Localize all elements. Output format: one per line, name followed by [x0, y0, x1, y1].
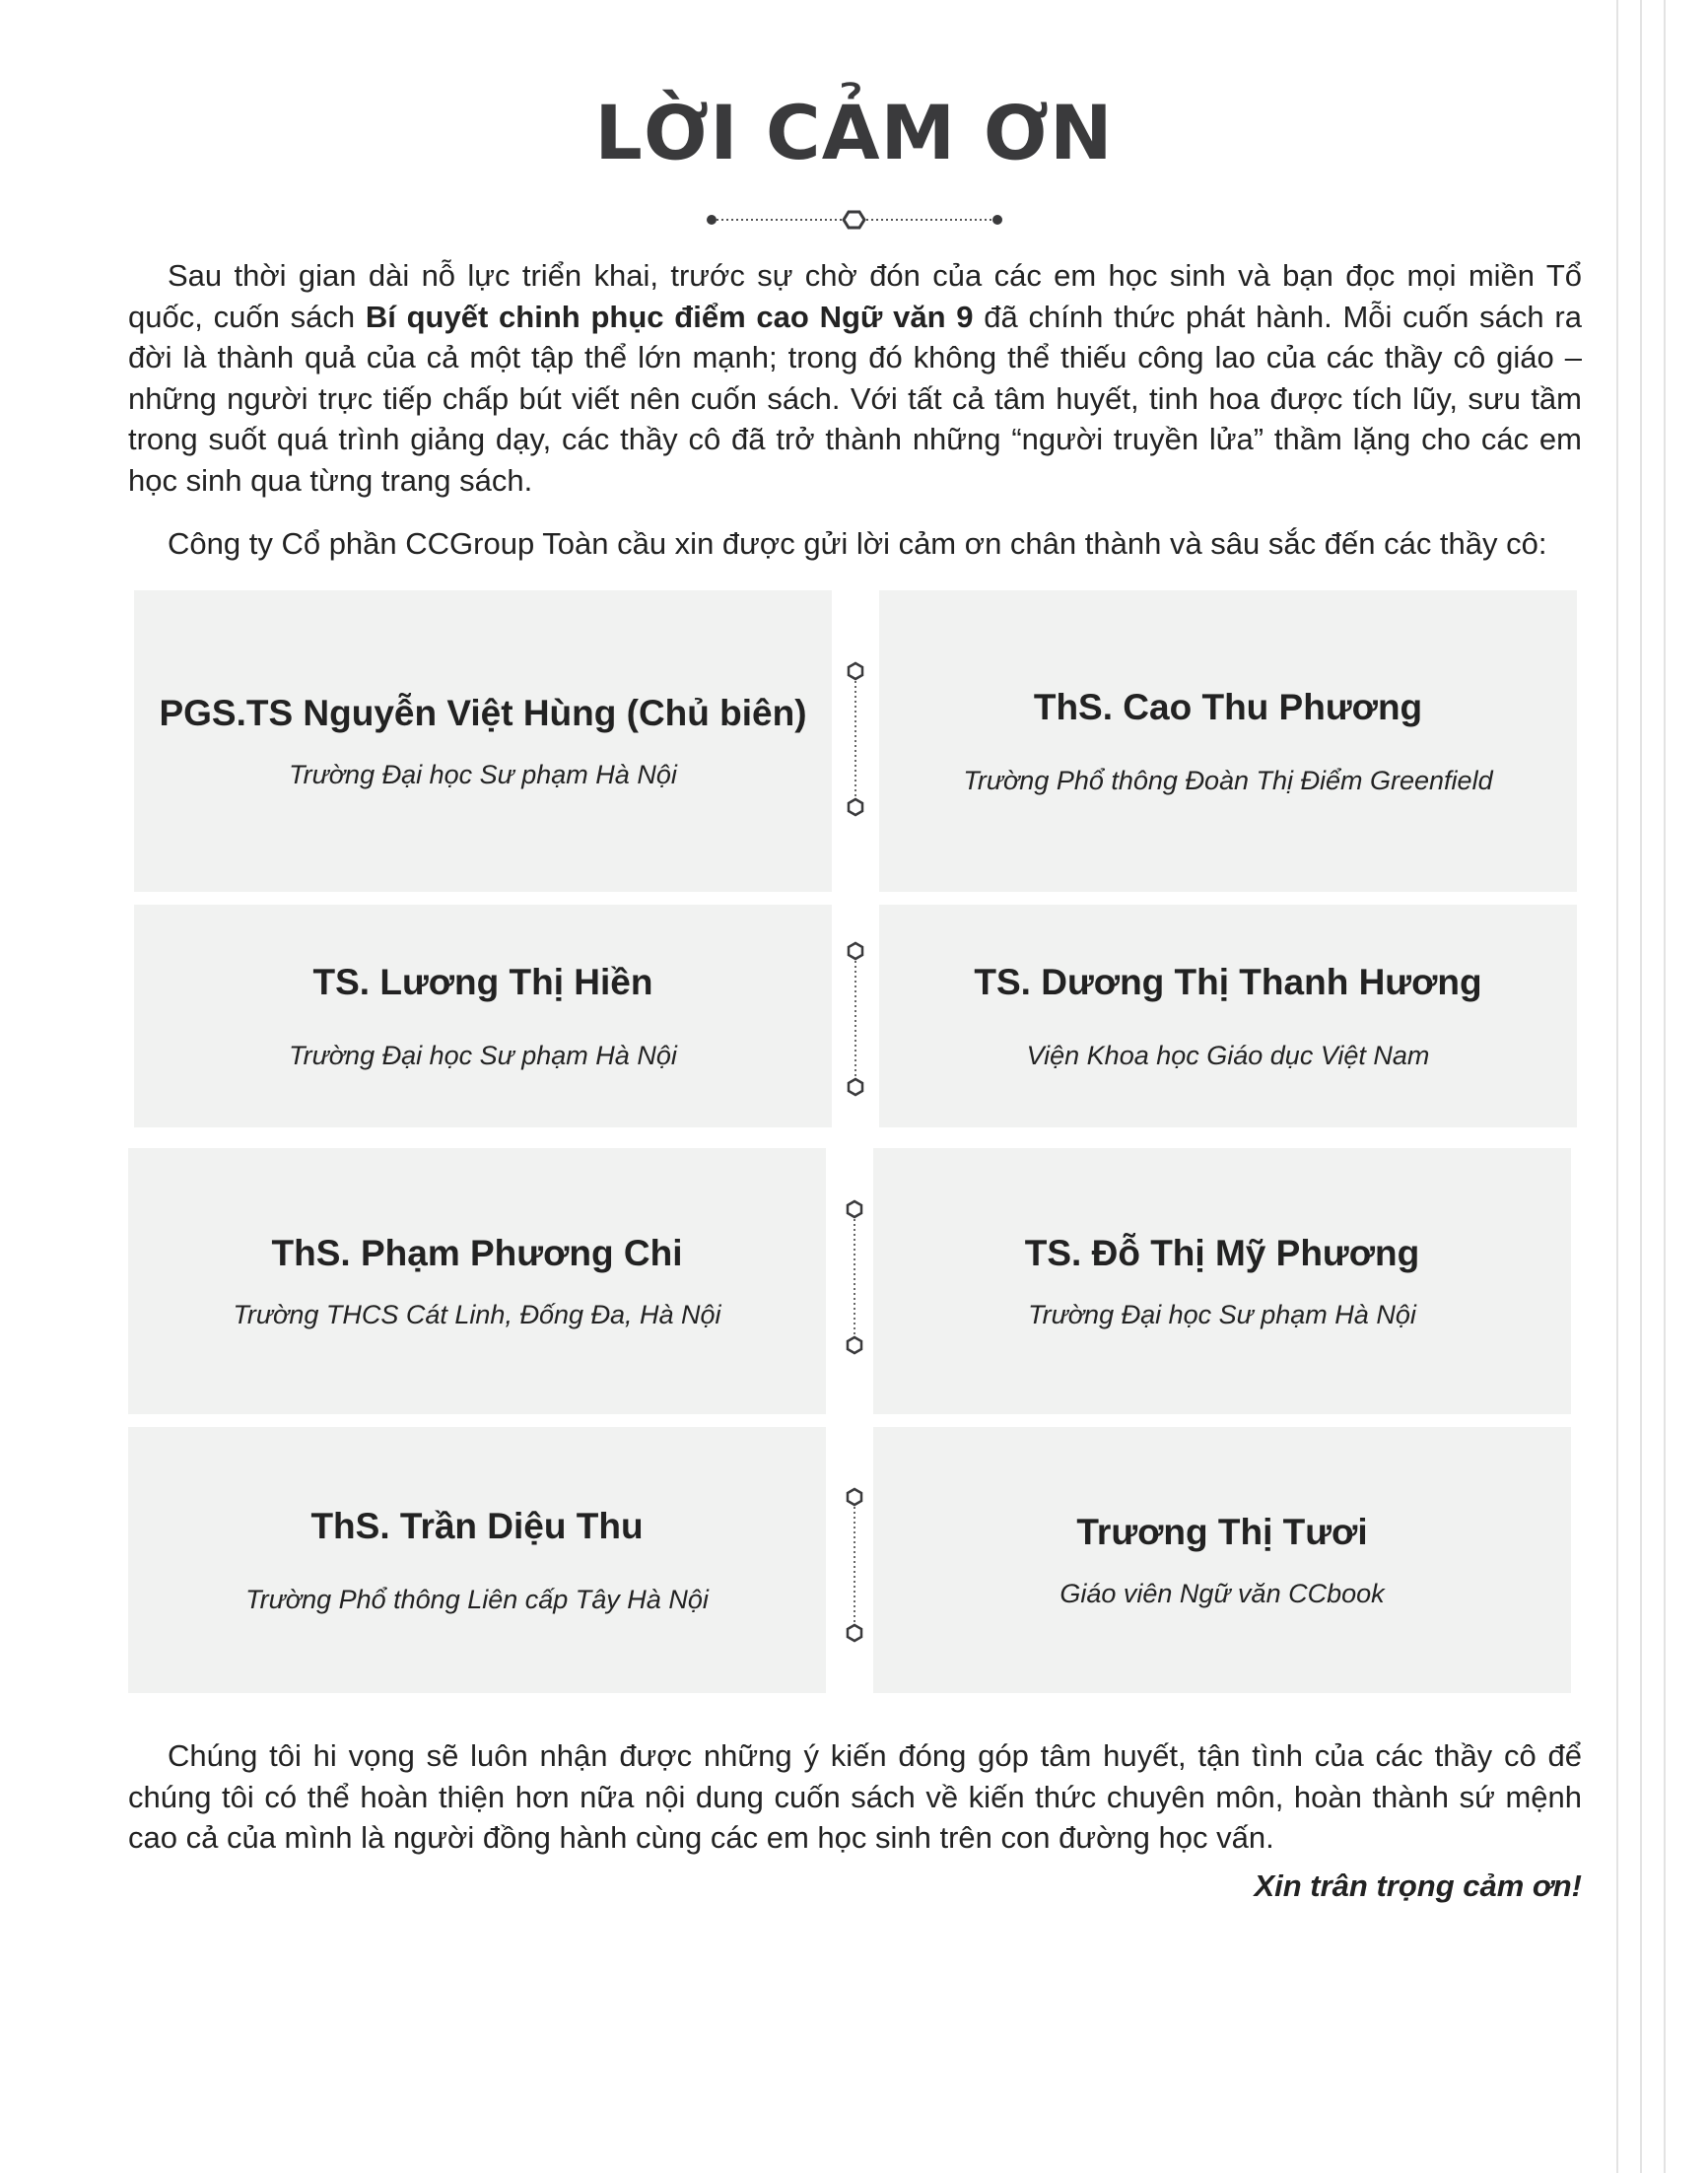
- author-card: [134, 590, 832, 892]
- author-name: ThS. Cao Thu Phương: [1033, 686, 1423, 727]
- author-card: [873, 1427, 1571, 1693]
- closing-paragraph: Chúng tôi hi vọng sẽ luôn nhận được những ý kiến đóng góp tâm huyết, tận tình của các thầy cô để chúng tôi có thể hoàn thiện hơn nữa nội dung cuốn sách về kiến thức chuyên môn, hoàn thành sứ mệnh cao cả của mình là người đồng hành cùng các em học sinh trên con đường học vấn.: [128, 1738, 1582, 1855]
- author-affiliation: Trường Đại học Sư phạm Hà Nội: [289, 760, 677, 789]
- author-affiliation: Trường Đại học Sư phạm Hà Nội: [289, 1041, 677, 1070]
- intro-paragraph: Sau thời gian dài nỗ lực triển khai, trước sự chờ đón của các em học sinh và bạn đọc mọi miền Tổ quốc, cuốn sách Bí quyết chinh phục điểm cao Ngữ văn 9 đã chính thức phát hành. Mỗi cuốn sách ra đời là thành quả của cả một tập thể lớn mạnh; trong đó không thể thiếu công lao của các thầy cô giáo – những người trực tiếp chấp bút viết nên cuốn sách. Với tất cả tâm huyết, tinh hoa được tích lũy, sưu tầm trong suốt quá trình giảng dạy, các thầy cô đã trở thành những “người truyền lửa” thầm lặng cho các em học sinh qua từng trang sách.: [128, 258, 1582, 498]
- card-connector: [843, 1486, 866, 1644]
- author-card: [128, 1148, 826, 1414]
- author-name: ThS. Trần Diệu Thu: [310, 1505, 644, 1546]
- page-title: LỜI CẢM ƠN: [594, 89, 1114, 176]
- author-name: Trương Thị Tươi: [1076, 1511, 1368, 1552]
- author-name: TS. Đỗ Thị Mỹ Phương: [1024, 1232, 1420, 1273]
- thanks-intro-paragraph: Công ty Cổ phần CCGroup Toàn cầu xin được gửi lời cảm ơn chân thành và sâu sắc đến các thầy cô:: [168, 526, 1547, 561]
- card-connector: [844, 940, 867, 1098]
- book-title: Bí quyết chinh phục điểm cao Ngữ văn 9: [365, 299, 974, 334]
- page-edge-line: [1640, 0, 1642, 2173]
- title-divider-ornament: [702, 207, 1007, 233]
- card-connector: [844, 660, 867, 818]
- closing-signoff: Xin trân trọng cảm ơn!: [1254, 1868, 1582, 1903]
- author-affiliation: Trường Phổ thông Liên cấp Tây Hà Nội: [245, 1585, 709, 1614]
- page-edge-line: [1616, 0, 1618, 2173]
- author-affiliation: Trường Đại học Sư phạm Hà Nội: [1028, 1300, 1416, 1329]
- author-name: TS. Dương Thị Thanh Hương: [974, 961, 1482, 1002]
- author-name: TS. Lương Thị Hiền: [312, 961, 653, 1002]
- author-card: [134, 905, 832, 1127]
- author-name: ThS. Phạm Phương Chi: [271, 1232, 683, 1273]
- author-card: [879, 905, 1577, 1127]
- page-edge-line: [1664, 0, 1666, 2173]
- author-affiliation: Viện Khoa học Giáo dục Việt Nam: [1026, 1041, 1430, 1070]
- author-affiliation: Giáo viên Ngữ văn CCbook: [1059, 1579, 1385, 1608]
- author-name: PGS.TS Nguyễn Việt Hùng (Chủ biên): [159, 692, 807, 733]
- author-card: [128, 1427, 826, 1693]
- author-affiliation: Trường Phổ thông Đoàn Thị Điểm Greenfield: [963, 766, 1493, 795]
- author-card: [879, 590, 1577, 892]
- author-affiliation: Trường THCS Cát Linh, Đống Đa, Hà Nội: [233, 1300, 721, 1329]
- author-card: [873, 1148, 1571, 1414]
- card-connector: [843, 1198, 866, 1356]
